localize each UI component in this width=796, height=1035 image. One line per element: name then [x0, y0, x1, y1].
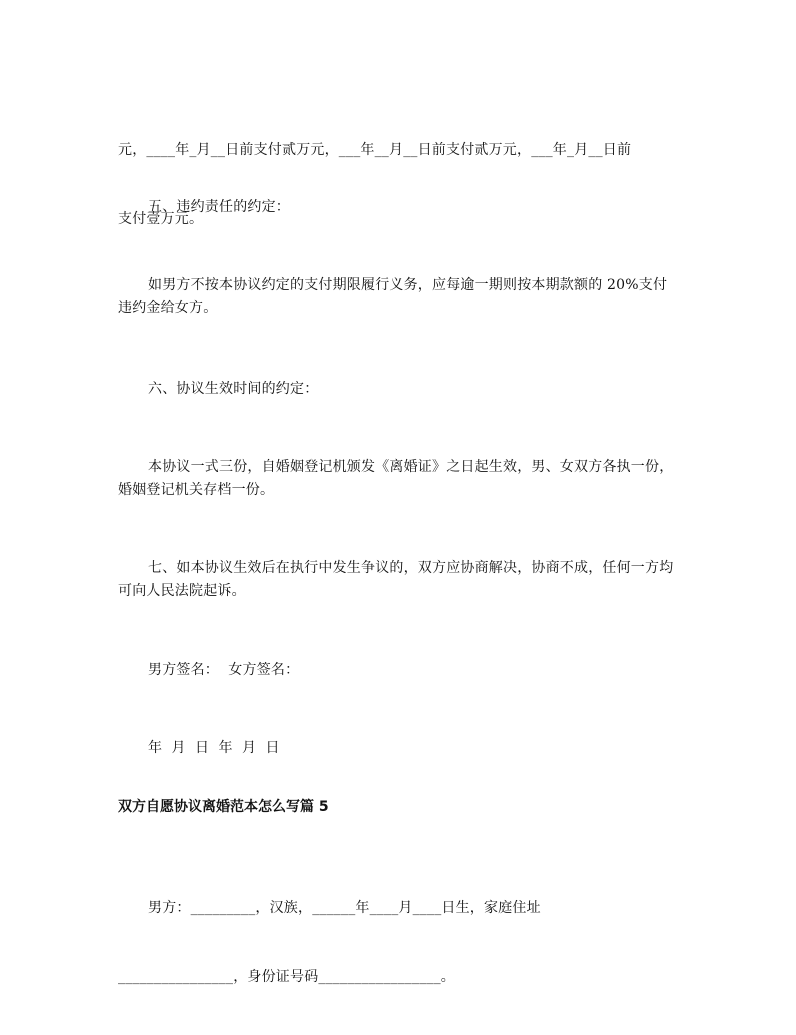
payment-schedule-line-2: 支付壹万元。: [118, 211, 204, 227]
party-info-line-1: 男方：_________，汉族，______年____月____日生，家庭住址: [148, 900, 541, 916]
payment-schedule-paragraph: [118, 93, 678, 277]
signature-line: 男方签名： 女方签名：: [148, 662, 300, 678]
section-7-body: 七、如本协议生效后在执行中发生争议的，双方应协商解决，协商不成，任何一方均可向人民法院起诉。: [118, 560, 674, 599]
payment-schedule-line-1: 元，____年_月__日前支付贰万元，___年__月__日前支付贰万元，___年_月__日前: [118, 142, 632, 158]
party-info-line-2: ________________，身份证号码_________________。: [118, 969, 455, 985]
date-line: 年 月 日 年 月 日: [148, 740, 280, 756]
section-6-title: 六、协议生效时间的约定：: [148, 381, 319, 397]
article-5-heading: 双方自愿协议离婚范本怎么写篇 5: [118, 799, 329, 815]
party-info-paragraph: [118, 851, 678, 1035]
section-5-title: 五、违约责任的约定：: [148, 199, 290, 215]
section-6-body: 本协议一式三份，自婚姻登记机颁发《离婚证》之日起生效，男、女双方各执一份，婚姻登记机关存档一份。: [118, 459, 674, 498]
section-5-body: 如男方不按本协议约定的支付期限履行义务，应每逾一期则按本期款额的 20%支付违约金给女方。: [118, 277, 668, 316]
